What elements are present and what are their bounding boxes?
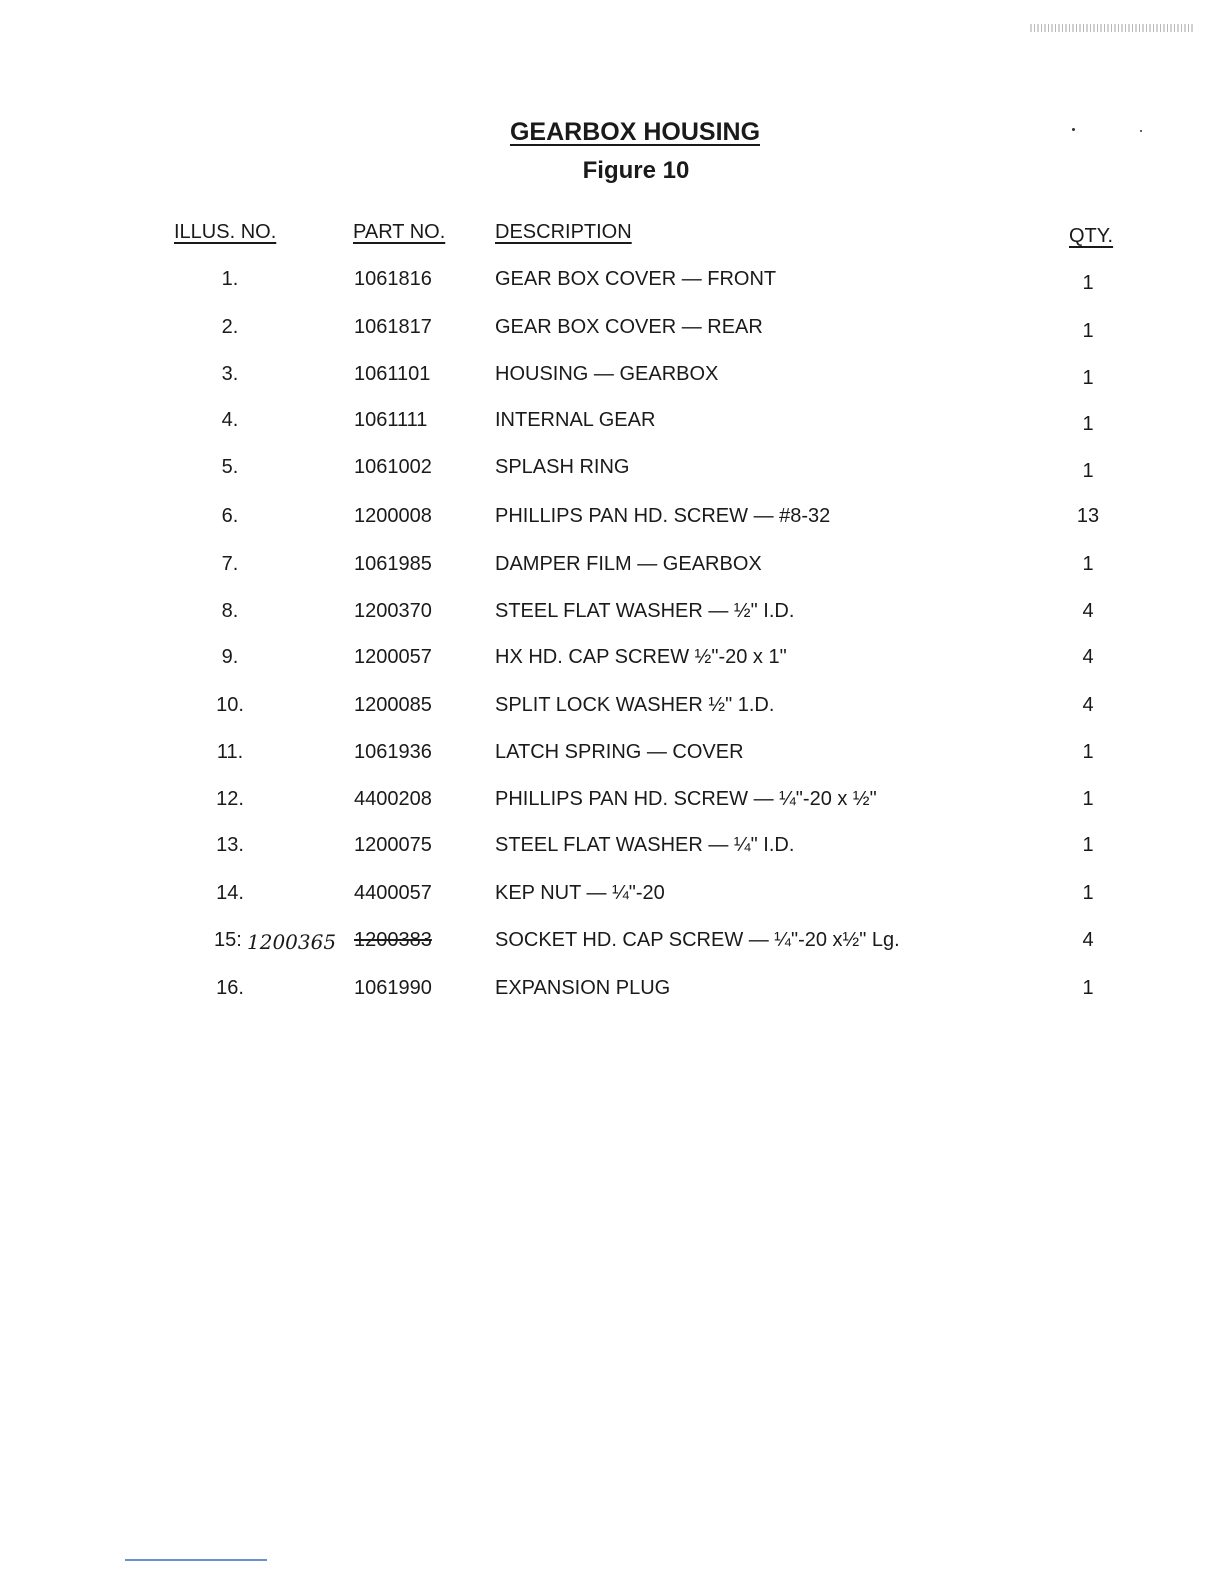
illus-no-cell: 6.	[221, 505, 239, 527]
table-row	[0, 694, 1224, 724]
header-part-no: PART NO.	[353, 221, 446, 243]
illus-no-cell: 2.	[221, 316, 239, 338]
part-no-cell: 1061111	[354, 409, 428, 431]
description-cell: STEEL FLAT WASHER — ½" I.D.	[495, 600, 795, 622]
qty-cell: 1	[1082, 882, 1094, 904]
illus-no-cell: 7.	[221, 553, 239, 575]
table-row	[0, 456, 1224, 486]
qty-cell: 1	[1082, 834, 1094, 856]
part-no-cell: 1200008	[354, 505, 432, 527]
table-row	[0, 929, 1224, 959]
part-no-cell: 1200075	[354, 834, 432, 856]
description-cell: HX HD. CAP SCREW ½"-20 x 1"	[495, 646, 787, 668]
part-no-cell: 4400057	[354, 882, 432, 904]
description-cell: GEAR BOX COVER — FRONT	[495, 268, 777, 290]
illus-no-cell: 9.	[221, 646, 239, 668]
table-row	[0, 741, 1224, 771]
part-no-cell: 1061002	[354, 456, 432, 478]
table-row	[0, 646, 1224, 676]
table-row	[0, 977, 1224, 1007]
part-no-cell: 4400208	[354, 788, 432, 810]
qty-cell: 4	[1082, 929, 1094, 951]
table-row	[0, 834, 1224, 864]
table-row	[0, 409, 1224, 439]
table-row	[0, 363, 1224, 393]
illus-no-cell: 14.	[216, 882, 244, 904]
description-cell: PHILLIPS PAN HD. SCREW — #8-32	[495, 505, 831, 527]
qty-cell: 13	[1076, 505, 1100, 527]
qty-cell: 1	[1082, 367, 1094, 389]
description-cell: PHILLIPS PAN HD. SCREW — ¼"-20 x ½"	[495, 788, 877, 810]
header-qty: QTY.	[1069, 225, 1114, 247]
qty-cell: 1	[1082, 460, 1094, 482]
part-no-cell: 1061101	[354, 363, 431, 385]
qty-cell: 1	[1082, 272, 1094, 294]
description-cell: EXPANSION PLUG	[495, 977, 671, 999]
part-no-cell: 1061985	[354, 553, 432, 575]
table-row	[0, 316, 1224, 346]
description-cell: LATCH SPRING — COVER	[495, 741, 744, 763]
qty-cell: 1	[1082, 553, 1094, 575]
part-no-cell: 1200085	[354, 694, 432, 716]
scan-artifact	[1030, 24, 1195, 32]
struck-part-no: 1200383	[354, 929, 432, 951]
illus-no-cell: 13.	[216, 834, 244, 856]
description-cell: INTERNAL GEAR	[495, 409, 656, 431]
table-row	[0, 882, 1224, 912]
illus-no-cell: 8.	[221, 600, 239, 622]
illus-no-cell: 10.	[216, 694, 244, 716]
qty-cell: 1	[1082, 788, 1094, 810]
description-cell: SPLASH RING	[495, 456, 630, 478]
description-cell: HOUSING — GEARBOX	[495, 363, 719, 385]
figure-label: Figure 10	[582, 157, 690, 184]
handwritten-part-no: 1200365	[247, 930, 337, 954]
description-cell: GEAR BOX COVER — REAR	[495, 316, 763, 338]
qty-cell: 4	[1082, 600, 1094, 622]
part-no-cell: 1061816	[354, 268, 432, 290]
illus-no-cell: 5.	[221, 456, 239, 478]
header-description: DESCRIPTION	[495, 221, 632, 243]
scan-edge-line	[125, 1559, 267, 1561]
part-no-cell: 1061817	[354, 316, 432, 338]
description-cell: SPLIT LOCK WASHER ½" 1.D.	[495, 694, 775, 716]
table-row	[0, 788, 1224, 818]
qty-cell: 4	[1082, 646, 1094, 668]
part-no-cell: 1061936	[354, 741, 432, 763]
table-row	[0, 553, 1224, 583]
part-no-cell: 1200370	[354, 600, 432, 622]
part-no-cell: 1200057	[354, 646, 432, 668]
qty-cell: 1	[1082, 413, 1094, 435]
table-row	[0, 268, 1224, 298]
illus-no-cell: 16.	[216, 977, 244, 999]
table-row	[0, 505, 1224, 535]
description-cell: STEEL FLAT WASHER — ¼" I.D.	[495, 834, 795, 856]
description-cell: KEP NUT — ¼"-20	[495, 882, 665, 904]
illus-no-cell: 1.	[221, 268, 239, 290]
document-title-text: GEARBOX HOUSING	[509, 118, 761, 146]
illus-no-cell: 12.	[216, 788, 244, 810]
description-cell: DAMPER FILM — GEARBOX	[495, 553, 762, 575]
qty-cell: 4	[1082, 694, 1094, 716]
illus-no-cell: 15:	[214, 929, 242, 951]
illus-no-cell: 3.	[221, 363, 239, 385]
qty-cell: 1	[1082, 320, 1094, 342]
table-row	[0, 600, 1224, 630]
qty-cell: 1	[1082, 977, 1094, 999]
header-illus-no: ILLUS. NO.	[174, 221, 277, 243]
part-no-cell: 1061990	[354, 977, 432, 999]
illus-no-cell: 4.	[221, 409, 239, 431]
illus-no-cell: 11.	[216, 741, 244, 763]
description-cell: SOCKET HD. CAP SCREW — ¼"-20 x½" Lg.	[495, 929, 900, 951]
document-title	[0, 118, 1224, 147]
qty-cell: 1	[1082, 741, 1094, 763]
